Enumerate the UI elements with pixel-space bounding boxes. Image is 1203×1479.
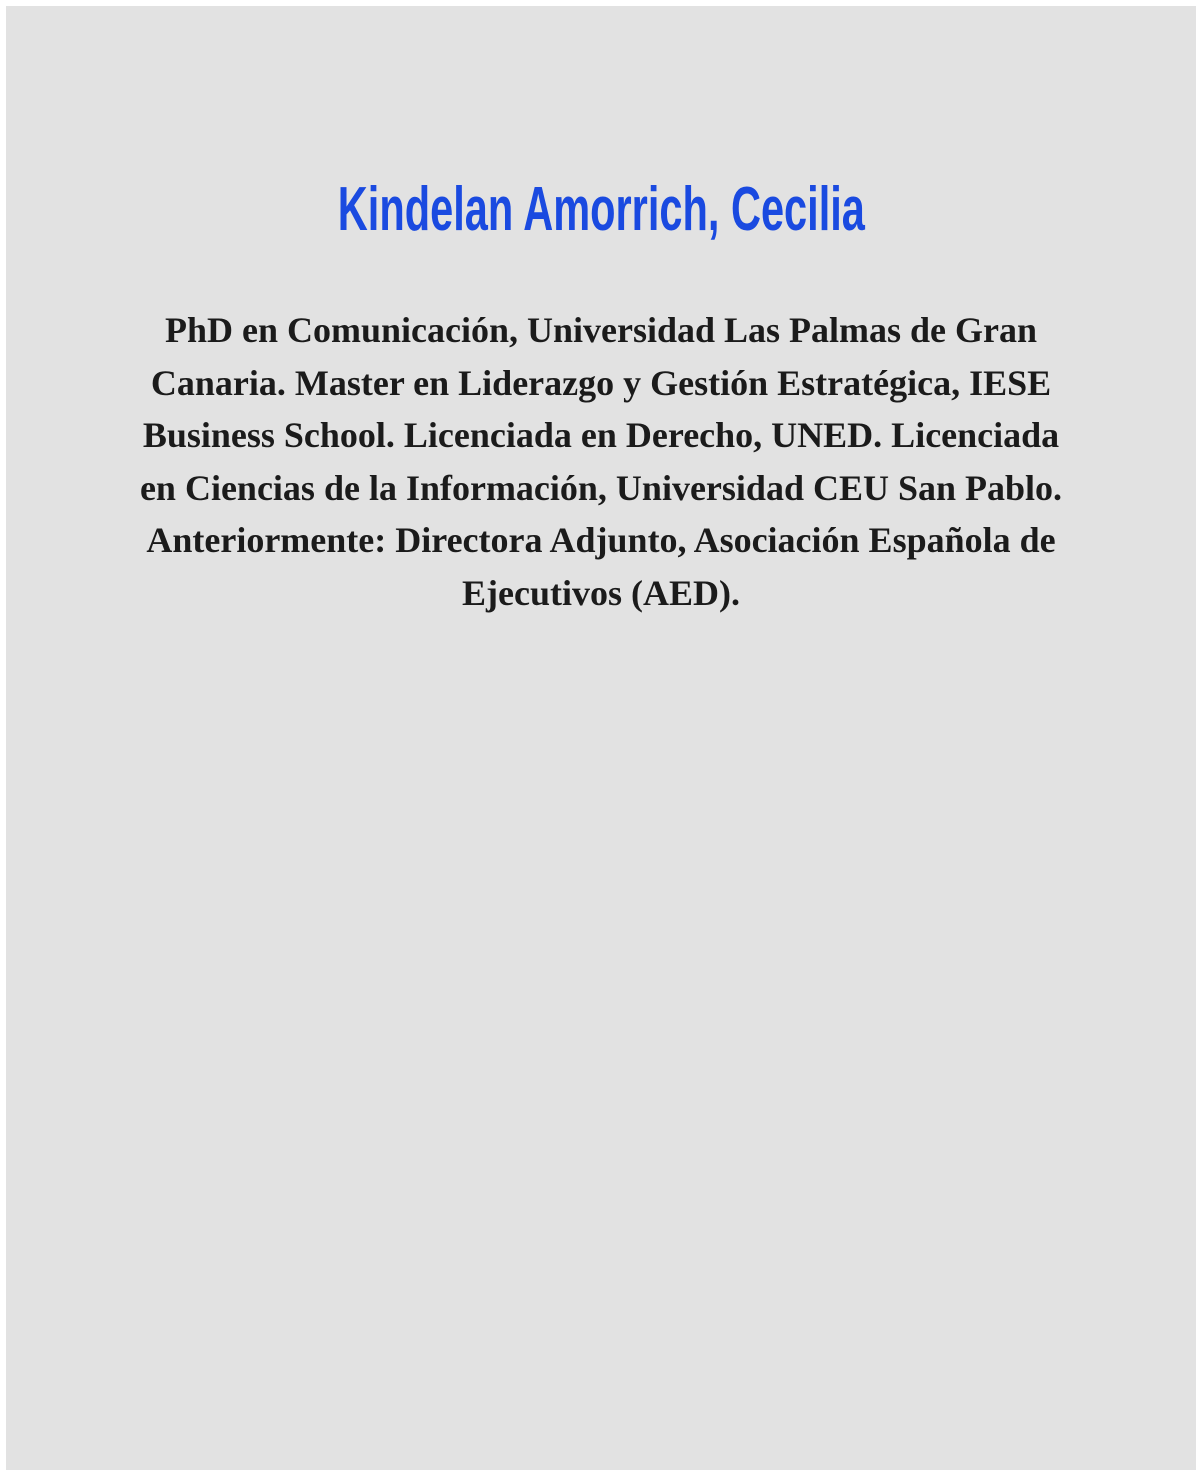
bio-line: en Ciencias de la Información, Universidad CEU San Pablo. — [139, 467, 1063, 508]
bio-line: Canaria. Master en Liderazgo y Gestión Estratégica, IESE — [150, 362, 1052, 403]
title-wrap — [6, 6, 1196, 246]
content-panel — [6, 6, 1196, 1470]
bio-line: Anteriormente: Directora Adjunto, Asociación Española de — [146, 520, 1056, 560]
bio-paragraph — [6, 304, 1196, 619]
bio-line: Business School. Licenciada en Derecho, UNED. Licenciada — [142, 415, 1060, 455]
page-title: Kindelan Amorrich, Cecilia — [337, 175, 865, 244]
bio-line: Ejecutivos (AED). — [462, 572, 740, 613]
bio-line: PhD en Comunicación, Universidad Las Palmas de Gran — [164, 310, 1038, 350]
